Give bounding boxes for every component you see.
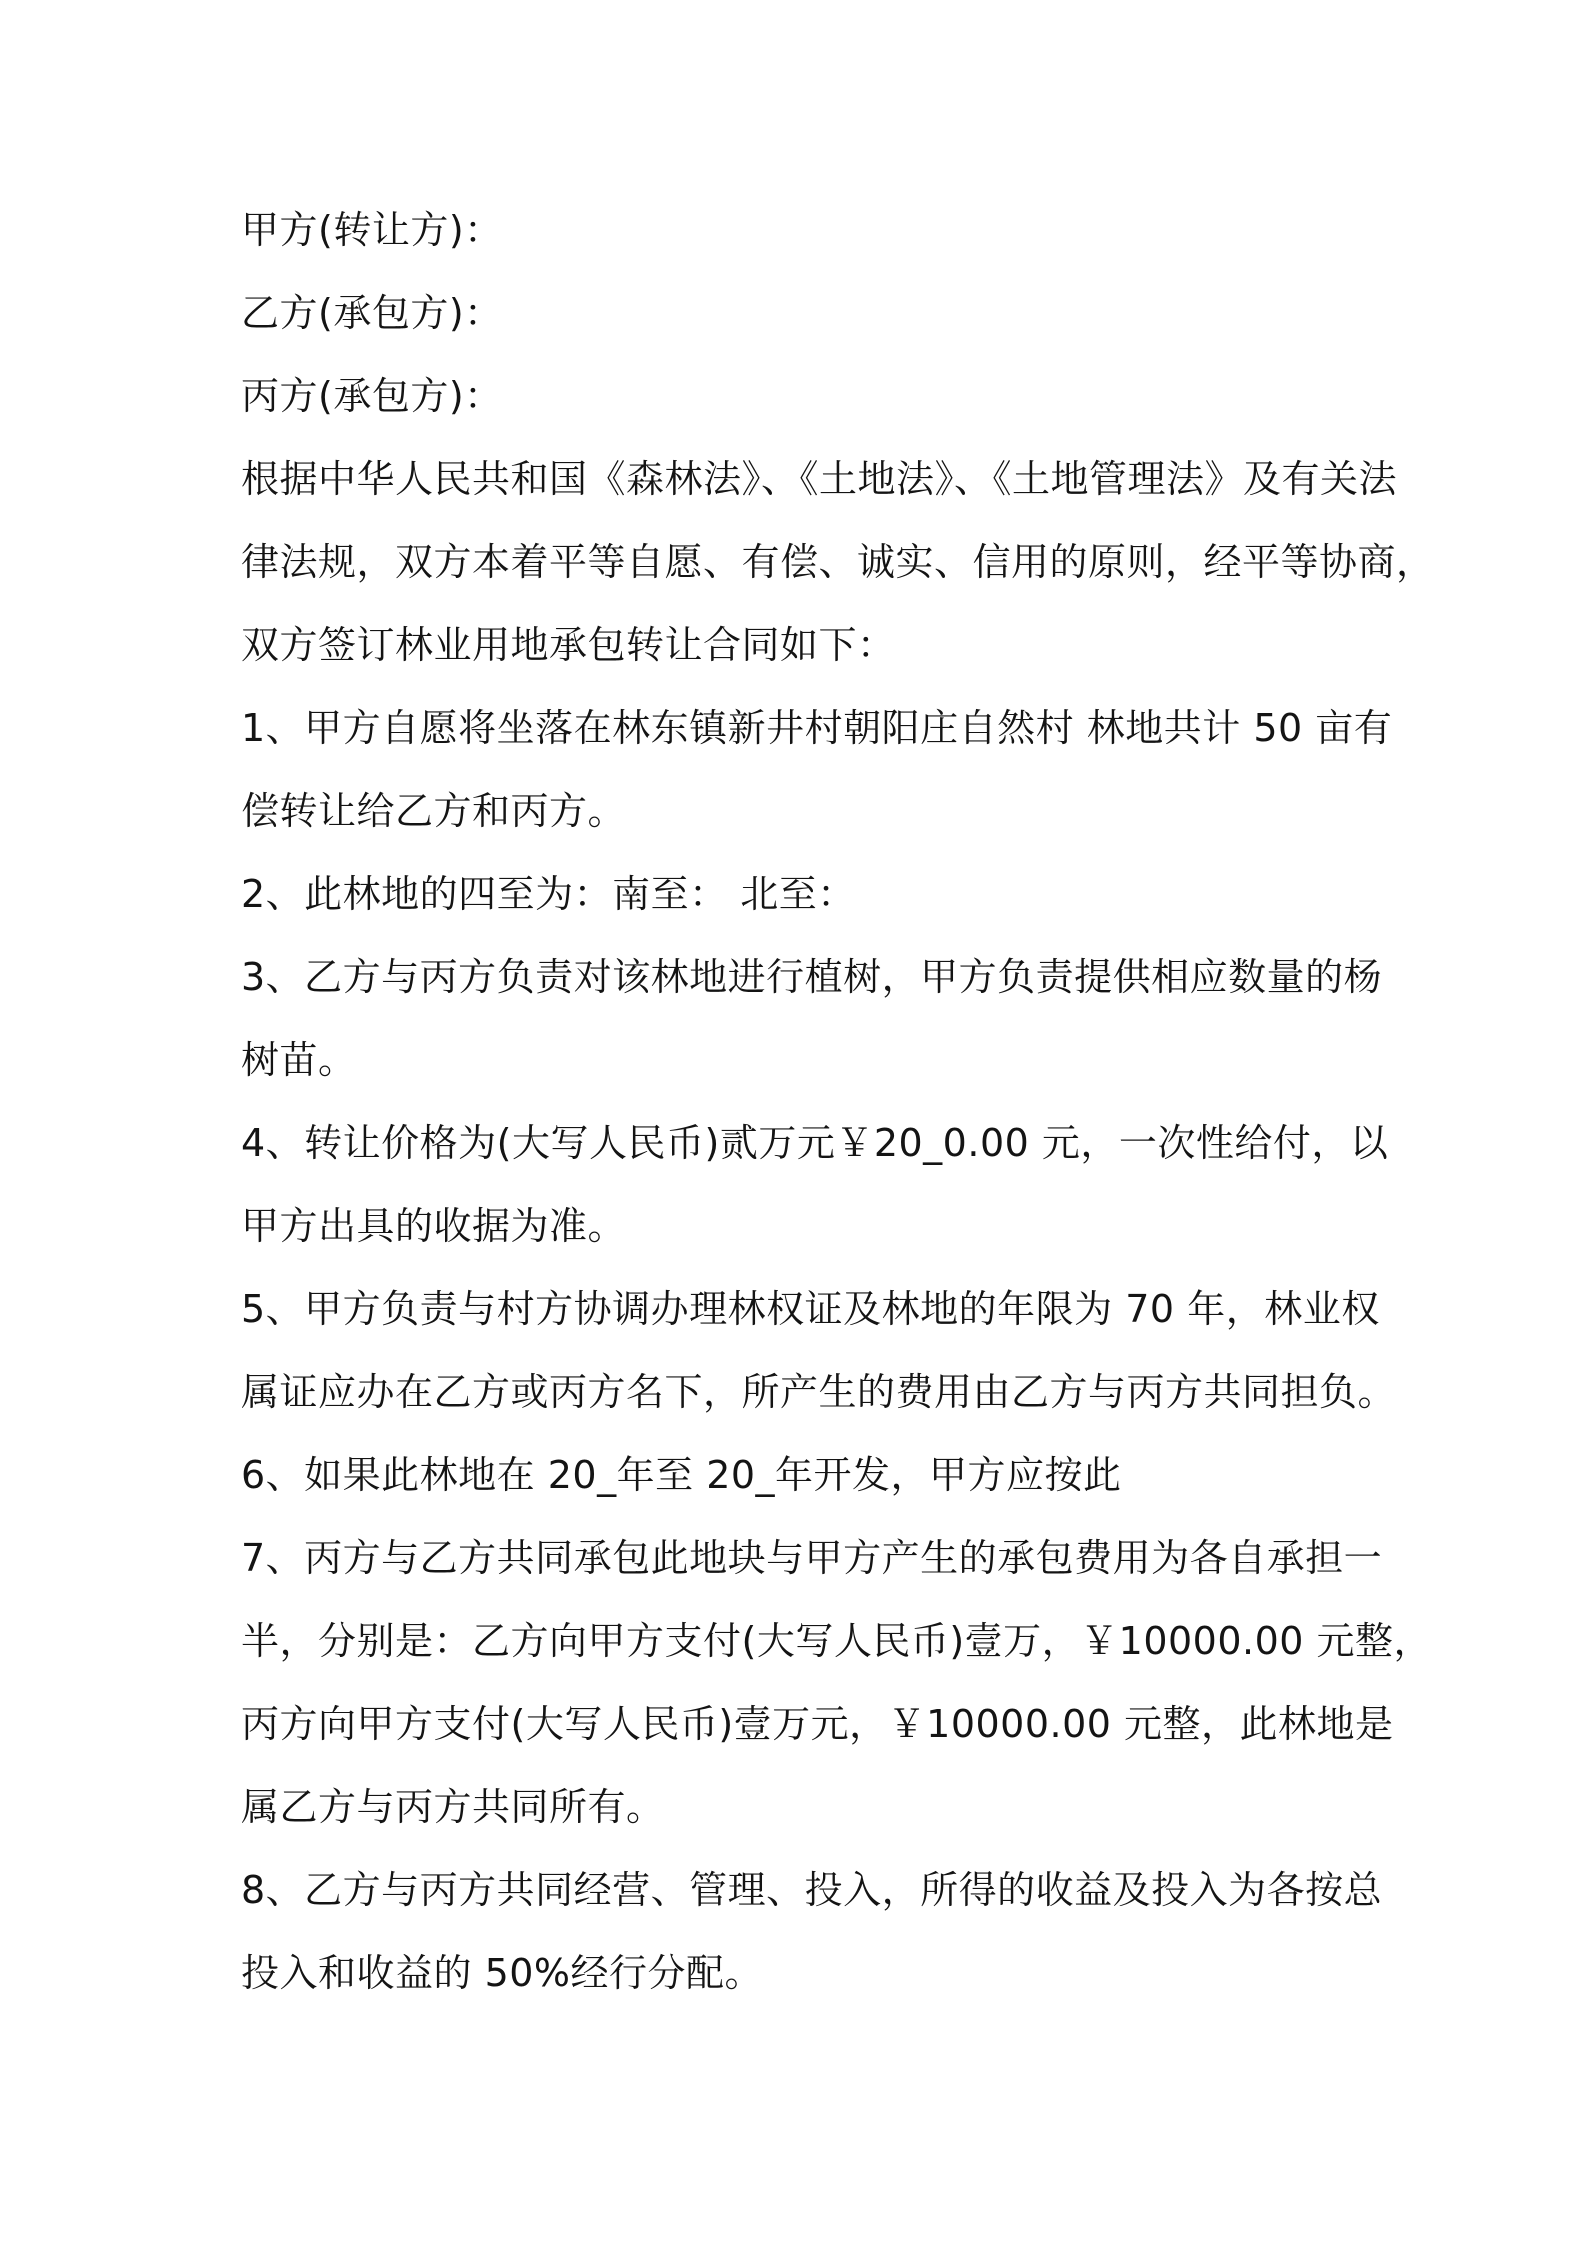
clause-7-line-2: 半，分别是：乙方向甲方支付(大写人民币)壹万，￥10000.00 元整，	[241, 1619, 1433, 1663]
party-a-line: 甲方(转让方)：	[241, 208, 503, 252]
clause-4-line-1: 4、转让价格为(大写人民币)贰万元￥20_0.00 元，一次性给付，以	[241, 1121, 1389, 1165]
clause-3-line-2: 树苗。	[241, 1038, 357, 1082]
clause-7-line-1: 7、丙方与乙方共同承包此地块与甲方产生的承包费用为各自承担一	[241, 1536, 1383, 1580]
clause-4-line-2: 甲方出具的收据为准。	[241, 1204, 627, 1248]
clause-1-line-2: 偿转让给乙方和丙方。	[241, 789, 627, 833]
clause-5-line-1: 5、甲方负责与村方协调办理林权证及林地的年限为 70 年，林业权	[241, 1287, 1380, 1331]
clause-8-line-1: 8、乙方与丙方共同经营、管理、投入，所得的收益及投入为各按总	[241, 1868, 1383, 1912]
clause-7-line-3: 丙方向甲方支付(大写人民币)壹万元，￥10000.00 元整，此林地是	[241, 1702, 1394, 1746]
preamble-line-3: 双方签订林业用地承包转让合同如下：	[241, 623, 896, 667]
clause-5-line-2: 属证应办在乙方或丙方名下，所产生的费用由乙方与丙方共同担负。	[241, 1370, 1397, 1414]
clause-2-line-1: 2、此林地的四至为：南至： 北至：	[241, 872, 856, 916]
preamble-line-1: 根据中华人民共和国《森林法》、《土地法》、《土地管理法》及有关法	[241, 457, 1398, 501]
party-b-line: 乙方(承包方)：	[241, 291, 503, 335]
preamble-line-2: 律法规，双方本着平等自愿、有偿、诚实、信用的原则，经平等协商，	[241, 540, 1435, 584]
clause-1-line-1: 1、甲方自愿将坐落在林东镇新井村朝阳庄自然村 林地共计 50 亩有	[241, 706, 1393, 750]
clause-6-line-1: 6、如果此林地在 20_年至 20_年开发，甲方应按此	[241, 1453, 1122, 1497]
clause-7-line-4: 属乙方与丙方共同所有。	[241, 1785, 665, 1829]
party-c-line: 丙方(承包方)：	[241, 374, 503, 418]
clause-8-line-2: 投入和收益的 50%经行分配。	[241, 1951, 764, 1995]
clause-3-line-1: 3、乙方与丙方负责对该林地进行植树，甲方负责提供相应数量的杨	[241, 955, 1383, 999]
